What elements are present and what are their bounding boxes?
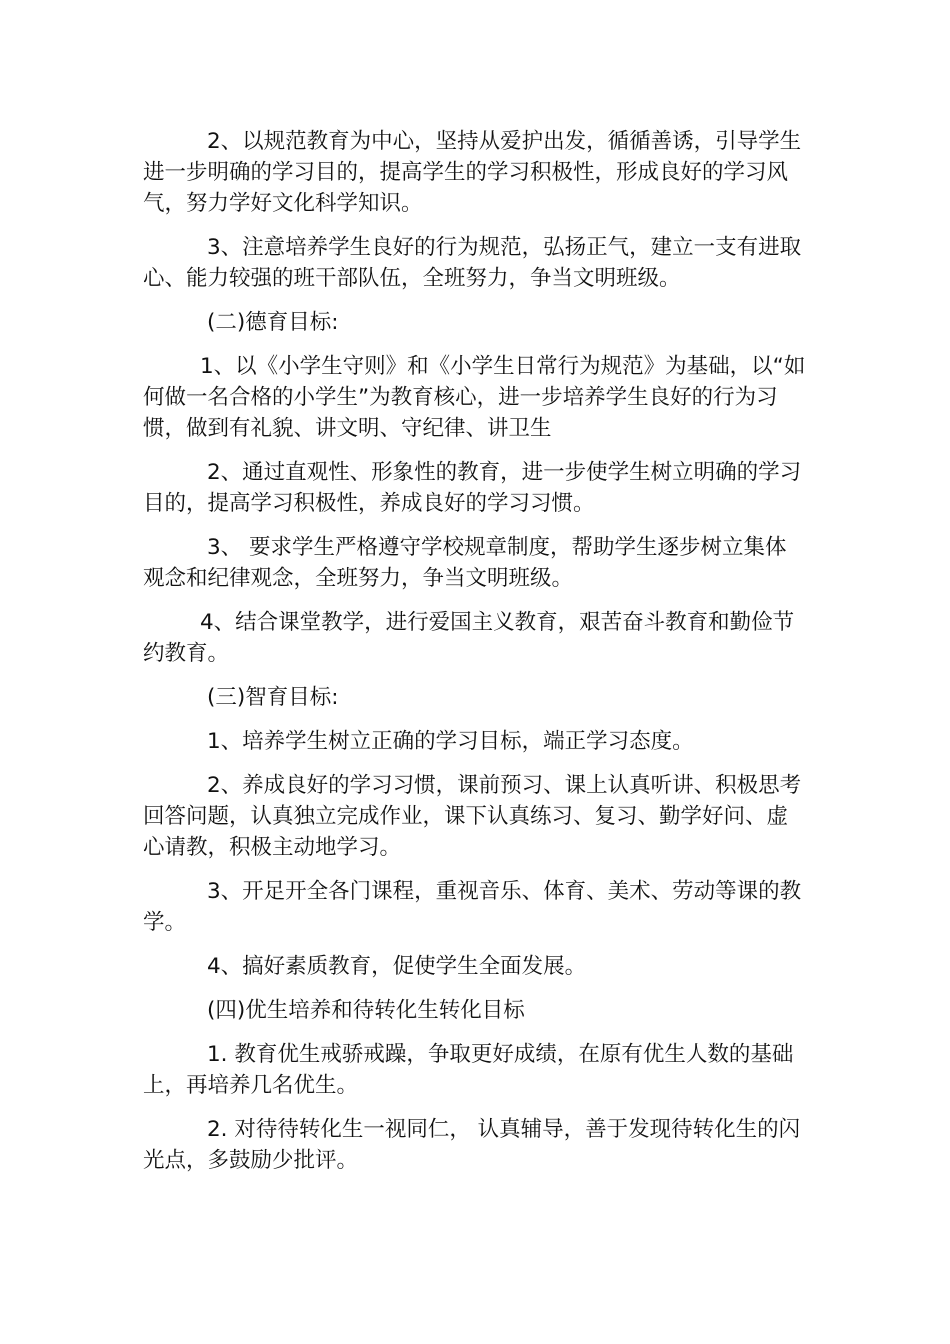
paragraph-moral-goal-3: 3、 要求学生严格遵守学校规章制度，帮助学生逐步树立集体观念和纪律观念，全班努力，争当文明班级。 — [143, 535, 787, 591]
paragraph-development-goal-2: 2. 对待待转化生一视同仁， 认真辅导，善于发现待转化生的闪光点，多鼓励少批评。 — [143, 1117, 801, 1173]
section-heading-student-development: (四)优生培养和待转化生转化目标 — [207, 998, 525, 1023]
paragraph-moral-goal-1: 1、以《小学生守则》和《小学生日常行为规范》为基础，以“如何做一名合格的小学生”为教育核心，进一步培养学生良好的行为习惯，做到有礼貌、讲文明、守纪律、讲卫生 — [143, 354, 806, 441]
paragraph-intellectual-goal-2: 2、养成良好的学习习惯，课前预习、课上认真听讲、积极思考回答问题，认真独立完成作业，课下认真练习、复习、勤学好问、虚心请教，积极主动地学习。 — [143, 773, 802, 860]
section-heading-moral-goals: (二)德育目标: — [207, 310, 339, 335]
paragraph-intellectual-goal-3: 3、开足开全各门课程，重视音乐、体育、美术、劳动等课的教学。 — [143, 879, 802, 935]
paragraph-discipline-goal-3: 3、注意培养学生良好的行为规范，弘扬正气，建立一支有进取心、能力较强的班干部队伍，全班努力，争当文明班级。 — [143, 235, 802, 291]
section-heading-intellectual-goals: (三)智育目标: — [207, 685, 339, 710]
paragraph-discipline-goal-2: 2、以规范教育为中心，坚持从爱护出发，循循善诱，引导学生进一步明确的学习目的，提高学生的学习积极性，形成良好的学习风气，努力学好文化科学知识。 — [143, 129, 802, 216]
paragraph-moral-goal-4: 4、结合课堂教学，进行爱国主义教育，艰苦奋斗教育和勤俭节约教育。 — [143, 610, 795, 666]
paragraph-intellectual-goal-4: 4、搞好素质教育，促使学生全面发展。 — [207, 954, 587, 979]
paragraph-development-goal-1: 1. 教育优生戒骄戒躁，争取更好成绩，在原有优生人数的基础上，再培养几名优生。 — [143, 1042, 794, 1098]
document-body — [143, 126, 807, 1189]
paragraph-moral-goal-2: 2、通过直观性、形象性的教育，进一步使学生树立明确的学习目的，提高学习积极性，养成良好的学习习惯。 — [143, 460, 802, 516]
paragraph-intellectual-goal-1: 1、培养学生树立正确的学习目标，端正学习态度。 — [207, 729, 694, 754]
